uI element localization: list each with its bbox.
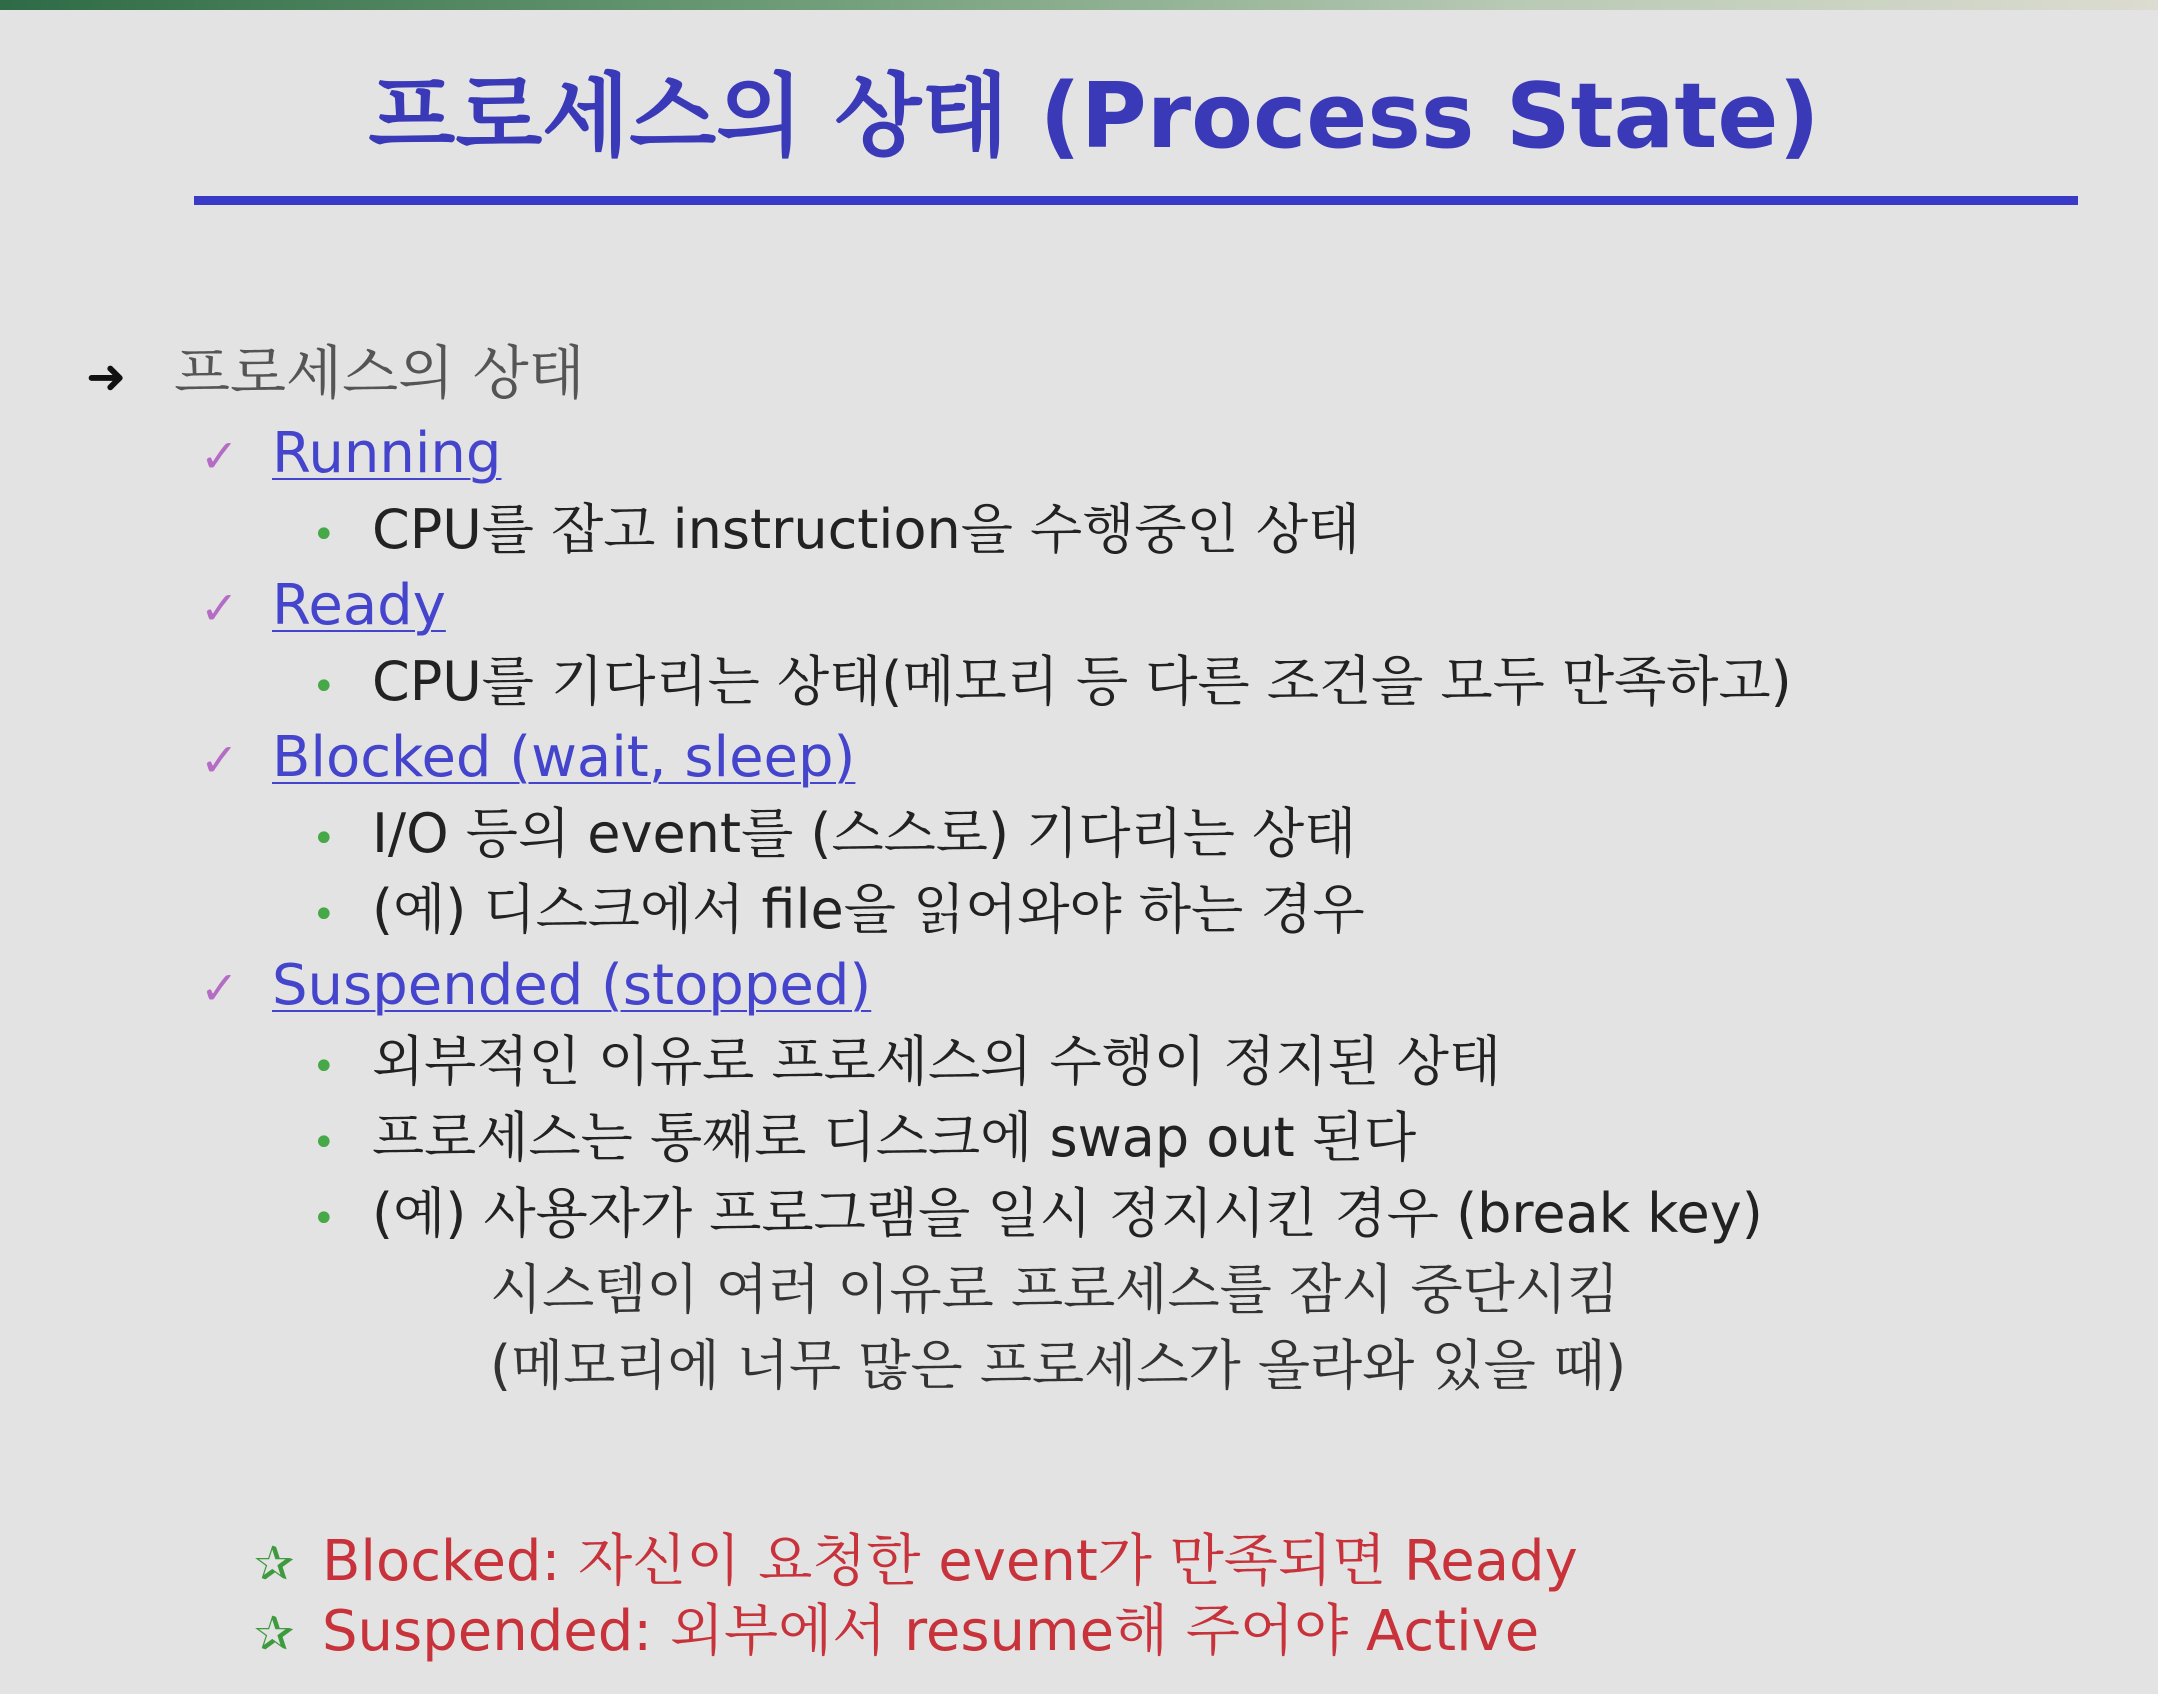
star-icon: ✰: [254, 1606, 295, 1662]
heading-item: [86, 338, 585, 412]
check-icon: ✓: [200, 961, 239, 1015]
state-label[interactable]: Suspended (stopped): [272, 953, 872, 1018]
detail-text: (예) 디스크에서 file을 읽어와야 하는 경우: [372, 878, 1365, 941]
heading-text: 프로세스의 상태: [174, 339, 585, 407]
detail-text: 외부적인 이유로 프로세스의 수행이 정지된 상태: [372, 1030, 1502, 1093]
dot-bullet-icon: •: [312, 816, 336, 862]
title-underline: [194, 196, 2078, 205]
detail-item: [312, 800, 1356, 873]
top-bar: [0, 0, 2158, 10]
detail-item: [312, 1104, 1416, 1177]
dot-bullet-icon: •: [312, 892, 336, 938]
detail-item: [312, 648, 1792, 721]
dot-bullet-icon: •: [312, 1120, 336, 1166]
note-text: Blocked: 자신이 요청한 event가 만족되면 Ready: [322, 1529, 1578, 1594]
state-blocked: [200, 724, 855, 794]
dot-bullet-icon: •: [312, 512, 336, 558]
detail-text: I/O 등의 event를 (스스로) 기다리는 상태: [372, 802, 1357, 865]
dot-bullet-icon: •: [312, 1196, 336, 1242]
state-label[interactable]: Blocked (wait, sleep): [272, 725, 856, 790]
check-icon: ✓: [200, 429, 239, 483]
note-text: Suspended: 외부에서 resume해 주어야 Active: [322, 1599, 1540, 1664]
state-label[interactable]: Ready: [272, 573, 446, 638]
detail-text: CPU를 기다리는 상태(메모리 등 다른 조건을 모두 만족하고): [372, 650, 1792, 713]
detail-item: [312, 1028, 1501, 1101]
state-ready: [200, 572, 446, 642]
state-suspended: [200, 952, 871, 1022]
detail-item: [312, 496, 1360, 569]
check-icon: ✓: [200, 581, 239, 635]
state-label[interactable]: Running: [272, 421, 502, 486]
state-running: [200, 420, 501, 490]
dot-bullet-icon: •: [312, 1044, 336, 1090]
detail-item: [312, 1180, 1763, 1253]
detail-text: 프로세스는 통째로 디스크에 swap out 된다: [372, 1106, 1417, 1169]
arrow-bullet-icon: ➜: [86, 349, 127, 405]
note-blocked: [254, 1528, 1578, 1598]
dot-bullet-icon: •: [312, 664, 336, 710]
detail-text: (예) 사용자가 프로그램을 일시 정지시킨 경우 (break key): [372, 1182, 1763, 1245]
slide-title: 프로세스의 상태 (Process State): [368, 64, 1820, 169]
detail-item: [312, 876, 1365, 949]
note-suspended: [254, 1598, 1539, 1668]
detail-continuation: (메모리에 너무 많은 프로세스가 올라와 있을 때): [490, 1334, 1627, 1397]
check-icon: ✓: [200, 733, 239, 787]
star-icon: ✰: [254, 1536, 295, 1592]
detail-continuation: 시스템이 여러 이유로 프로세스를 잠시 중단시킴: [490, 1258, 1620, 1321]
detail-text: CPU를 잡고 instruction을 수행중인 상태: [372, 498, 1361, 561]
